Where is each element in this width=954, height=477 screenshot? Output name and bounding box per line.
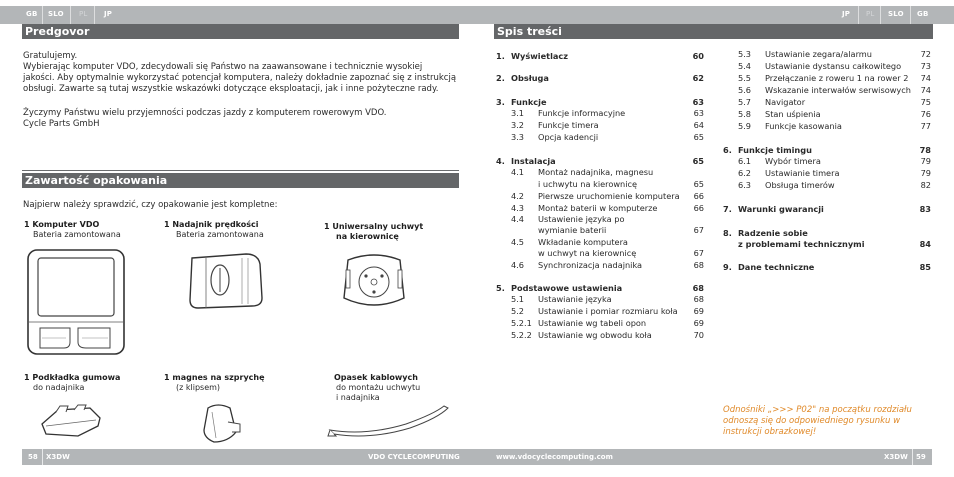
section-header-package xyxy=(22,173,459,188)
package-item xyxy=(164,373,265,393)
reference-note xyxy=(723,405,933,438)
item-title: 1 Nadajnik prędkości xyxy=(164,220,259,229)
toc-page-number: 72 xyxy=(920,49,931,59)
toc-number: 2. xyxy=(496,73,505,83)
toc-column-2 xyxy=(723,51,931,281)
toc-page-number: 78 xyxy=(919,145,931,155)
toc-label: Funkcje informacyjne xyxy=(538,108,626,118)
toc-label: Obsługa xyxy=(511,73,549,83)
toc-label: Synchronizacja nadajnika xyxy=(538,260,643,270)
item-subtitle: Bateria zamontowana xyxy=(176,230,264,239)
toc-page-number: 68 xyxy=(692,283,704,293)
package-item xyxy=(164,220,264,240)
intro-line: obsługi. Zawarte są tutaj wszystkie wskazówki dotyczące eksploatacji, jak i inne pożyteczne rady. xyxy=(23,84,439,94)
note-line: Odnośniki „>>> P02" na początku rozdziału xyxy=(723,405,912,415)
toc-number: 4.3 xyxy=(511,203,525,213)
toc-label: Ustawianie języka xyxy=(538,294,612,304)
toc-page-number: 60 xyxy=(692,51,704,61)
item-title: 1 Podkładka gumowa xyxy=(24,373,121,382)
toc-number: 4.1 xyxy=(511,167,525,177)
toc-page-number: 70 xyxy=(693,330,704,340)
toc-page-number: 77 xyxy=(920,121,931,131)
toc-page-number: 62 xyxy=(692,73,704,83)
speed-sensor-image xyxy=(186,250,268,310)
package-item xyxy=(24,373,120,393)
toc-label: Ustawianie dystansu całkowitego xyxy=(765,61,902,71)
toc-number: 9. xyxy=(723,262,732,272)
toc-number: 4.5 xyxy=(511,237,525,247)
wish-line: Życzymy Państwu wielu przyjemności podczas jazdy z komputerem rowerowym VDO. xyxy=(23,108,387,118)
toc-label: Wskazanie interwałów serwisowych xyxy=(765,85,911,95)
toc-label: Przełączanie z roweru 1 na rower 2 xyxy=(765,73,909,83)
toc-number: 6.3 xyxy=(738,180,752,190)
toc-page-number: 74 xyxy=(920,73,931,83)
toc-number: 5.6 xyxy=(738,85,752,95)
toc-number: 5.1 xyxy=(511,294,525,304)
toc-label: Wybór timera xyxy=(765,156,821,166)
model-right: X3DW xyxy=(884,453,908,461)
toc-label: w uchwyt na kierownicę xyxy=(538,248,637,258)
brand-name: VDO CYCLECOMPUTING xyxy=(368,453,460,461)
toc-page-number: 83 xyxy=(919,204,931,214)
toc-label: Opcja kadencji xyxy=(538,132,599,142)
item-subtitle: na kierownicę xyxy=(336,232,399,241)
lang-tab-jp-right[interactable]: JP xyxy=(842,10,851,18)
wish-paragraph xyxy=(23,108,463,130)
toc-number: 8. xyxy=(723,228,732,238)
computer-image xyxy=(26,248,126,356)
intro-line: Gratulujemy. xyxy=(23,51,78,61)
toc-page-number: 82 xyxy=(920,180,931,190)
toc-page-number: 69 xyxy=(693,306,704,316)
toc-page-number: 73 xyxy=(920,61,931,71)
section-title: Predgovor xyxy=(25,25,90,38)
item-title: Opasek kablowych xyxy=(334,373,418,382)
toc-page-number: 67 xyxy=(693,248,704,258)
toc-label: Radzenie sobie xyxy=(738,228,808,238)
language-bar xyxy=(0,6,954,24)
toc-number: 3.1 xyxy=(511,108,525,118)
toc-label: Montaż nadajnika, magnesu xyxy=(538,167,654,177)
toc-page-number: 67 xyxy=(693,225,704,235)
toc-page-number: 84 xyxy=(919,239,931,249)
toc-number: 3.2 xyxy=(511,120,525,130)
toc-number: 1. xyxy=(496,51,505,61)
toc-page-number: 85 xyxy=(919,262,931,272)
page-number-left: 58 xyxy=(28,453,38,461)
toc-number: 4. xyxy=(496,156,505,166)
lang-tab-gb[interactable]: GB xyxy=(26,10,38,18)
toc-label: Stan uśpienia xyxy=(765,109,821,119)
toc-label: Funkcje timera xyxy=(538,120,599,130)
toc-page-number: 65 xyxy=(693,179,704,189)
toc-label: Funkcje xyxy=(511,97,547,107)
spoke-magnet-image xyxy=(198,402,244,446)
toc-label: Montaż baterii w komputerze xyxy=(538,203,658,213)
item-title: 1 Uniwersalny uchwyt xyxy=(324,222,424,231)
toc-number: 4.2 xyxy=(511,191,525,201)
toc-page-number: 75 xyxy=(920,97,931,107)
lang-tab-jp[interactable]: JP xyxy=(104,10,113,18)
toc-page-number: 76 xyxy=(920,109,931,119)
page-number-right: 59 xyxy=(916,453,926,461)
package-item xyxy=(324,222,423,242)
toc-number: 6. xyxy=(723,145,732,155)
toc-label: Ustawianie wg tabeli opon xyxy=(538,318,647,328)
handlebar-mount-image xyxy=(338,252,410,314)
toc-page-number: 74 xyxy=(920,85,931,95)
toc-page-number: 65 xyxy=(693,132,704,142)
toc-label: Navigator xyxy=(765,97,806,107)
toc-number: 5.2.1 xyxy=(511,318,532,328)
toc-number: 5.2 xyxy=(511,306,525,316)
toc-label: Ustawienie języka po xyxy=(538,214,625,224)
toc-number: 5.2.2 xyxy=(511,330,532,340)
toc-number: 4.4 xyxy=(511,214,525,224)
toc-label: Pierwsze uruchomienie komputera xyxy=(538,191,680,201)
toc-label: Dane techniczne xyxy=(738,262,815,272)
toc-label: Obsługa timerów xyxy=(765,180,835,190)
toc-page-number: 64 xyxy=(693,120,704,130)
toc-label: Wkładanie komputera xyxy=(538,237,628,247)
toc-number: 5. xyxy=(496,283,505,293)
item-subtitle: (z klipsem) xyxy=(176,383,221,392)
item-title: 1 Komputer VDO xyxy=(24,220,100,229)
package-item xyxy=(24,220,121,240)
toc-label: Ustawianie i pomiar rozmiaru koła xyxy=(538,306,678,316)
toc-label: Ustawianie timera xyxy=(765,168,840,178)
toc-page-number: 79 xyxy=(920,156,931,166)
toc-label: z problemami technicznymi xyxy=(738,239,865,249)
section-header-toc xyxy=(494,24,933,39)
toc-number: 3. xyxy=(496,97,505,107)
toc-page-number: 65 xyxy=(692,156,704,166)
note-line: odnoszą się do odpowiedniego rysunku w xyxy=(723,416,901,426)
section-title: Zawartość opakowania xyxy=(25,174,168,187)
toc-column-1 xyxy=(496,51,704,351)
toc-number: 4.6 xyxy=(511,260,525,270)
item-title: 1 magnes na szprychę xyxy=(164,373,265,382)
toc-label: Instalacja xyxy=(511,156,556,166)
toc-number: 5.8 xyxy=(738,109,752,119)
intro-line: jakości. Aby optymalnie wykorzystać potencjał komputera, należy dokładnie zapoznać się z instrukcją xyxy=(23,73,457,83)
toc-page-number: 68 xyxy=(693,260,704,270)
package-item xyxy=(334,373,420,403)
item-subtitle: do nadajnika xyxy=(33,383,85,392)
toc-label: Funkcje kasowania xyxy=(765,121,842,131)
intro-paragraph xyxy=(23,51,463,95)
lang-tab-pl-right[interactable]: PL xyxy=(866,10,875,18)
toc-label: Ustawianie wg obwodu koła xyxy=(538,330,652,340)
toc-page-number: 68 xyxy=(693,294,704,304)
page-footer xyxy=(22,449,932,465)
toc-number: 6.1 xyxy=(738,156,752,166)
signature-line: Cycle Parts GmbH xyxy=(23,119,100,129)
toc-page-number: 63 xyxy=(692,97,704,107)
lang-tab-gb-right[interactable]: GB xyxy=(917,10,929,18)
toc-page-number: 79 xyxy=(920,168,931,178)
item-subtitle: i nadajnika xyxy=(336,393,380,402)
toc-number: 5.4 xyxy=(738,61,752,71)
toc-number: 5.5 xyxy=(738,73,752,83)
toc-number: 5.7 xyxy=(738,97,752,107)
toc-page-number: 63 xyxy=(693,108,704,118)
website-link[interactable]: www.vdocyclecomputing.com xyxy=(496,453,613,461)
package-intro: Najpierw należy sprawdzić, czy opakowanie jest kompletne: xyxy=(23,200,278,210)
toc-label: Wyświetlacz xyxy=(511,51,569,61)
toc-number: 7. xyxy=(723,204,732,214)
item-subtitle: do montażu uchwytu xyxy=(336,383,421,392)
intro-line: Wybierając komputer VDO, zdecydowali się Państwo na zaawansowane i technicznie wysokiej xyxy=(23,62,423,72)
rubber-pad-image xyxy=(38,404,104,440)
toc-title: Spis treści xyxy=(497,25,562,38)
toc-page-number: 66 xyxy=(693,191,704,201)
toc-number: 5.9 xyxy=(738,121,752,131)
divider xyxy=(22,170,459,171)
toc-label: wymianie baterii xyxy=(538,225,607,235)
lang-tab-slo[interactable]: SLO xyxy=(48,10,64,18)
note-line: instrukcji obrazkowej! xyxy=(723,427,817,437)
toc-page-number: 69 xyxy=(693,318,704,328)
item-subtitle: Bateria zamontowana xyxy=(33,230,121,239)
cable-tie-image xyxy=(326,404,452,438)
toc-page-number: 66 xyxy=(693,203,704,213)
toc-label: Ustawianie zegara/alarmu xyxy=(765,49,872,59)
toc-number: 3.3 xyxy=(511,132,525,142)
toc-label: Funkcje timingu xyxy=(738,145,812,155)
lang-tab-slo-right[interactable]: SLO xyxy=(888,10,904,18)
section-header-predgovor xyxy=(22,24,459,39)
toc-label: i uchwytu na kierownicę xyxy=(538,179,638,189)
toc-label: Podstawowe ustawienia xyxy=(511,283,623,293)
toc-number: 5.3 xyxy=(738,49,752,59)
toc-label: Warunki gwarancji xyxy=(738,204,824,214)
toc-number: 6.2 xyxy=(738,168,752,178)
model-left: X3DW xyxy=(46,453,70,461)
lang-tab-pl[interactable]: PL xyxy=(79,10,88,18)
